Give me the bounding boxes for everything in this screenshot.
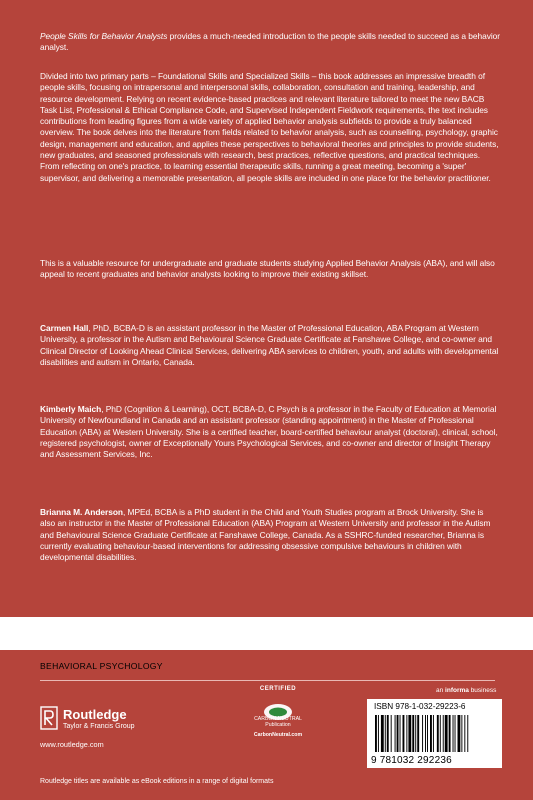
cert-subtitle xyxy=(238,716,318,728)
barcode-digits: 9 781032 292236 xyxy=(371,755,452,766)
informa-suffix: business xyxy=(468,687,497,694)
informa-prefix: an xyxy=(436,687,446,694)
barcode-icon xyxy=(375,715,495,752)
author-bio-3 xyxy=(40,507,500,563)
cert-url: CarbonNeutral.com xyxy=(253,732,303,738)
carbon-neutral-badge xyxy=(238,686,318,766)
overview-paragraph: Divided into two primary parts – Foundational Skills and Specialized Skills – this book addresses an impressive breadth of people skills, focusing on intrapersonal and interpersonal skills, collaboration, consultation and training, leadership, and resource development. Relying on recent evidence-based practices and relevant literature tailored to meet the new BACB Task List, Professional & Ethical Compliance Code, and Supervised Independent Fieldwork requirements, the text includes contributions from leading figures from a wide variety of applied behavior analysis subfields to provide a truly balanced overview. The book delves into the literature from fields related to behavior analysis, such as counselling, psychology, graphic design, management and education, and applies these perspectives to behavioral theories and principles to provide students, new graduates, and seasoned professionals with research, best practices, reflective questions, and practical techniques. From reflecting on one's practice, to learning essential therapeutic skills, running a great meeting, becoming a 'super' supervisor, and delivering a memorable presentation, all people skills are included in one place for the behavior practitioner. xyxy=(40,71,499,183)
author-name: Kimberly Maich xyxy=(40,404,102,414)
intro-paragraph xyxy=(40,31,500,54)
author-bio-2 xyxy=(40,404,500,460)
informa-line xyxy=(436,687,496,694)
publisher-name: Routledge xyxy=(63,707,127,722)
author-name: Carmen Hall xyxy=(40,323,89,333)
audience-paragraph: This is a valuable resource for undergraduate and graduate students studying Applied Behavior Analysis (ABA), and will also appeal to recent graduates and behavior analysts looking to improve their existing skillset. xyxy=(40,258,495,280)
divider xyxy=(40,680,495,681)
publisher-group: Taylor & Francis Group xyxy=(63,723,135,730)
cert-line-2: Publication xyxy=(265,722,291,728)
cert-label: CERTIFIED xyxy=(259,686,297,692)
white-band xyxy=(0,617,533,650)
book-title: People Skills for Behavior Analysts xyxy=(40,31,168,41)
subject-category: BEHAVIORAL PSYCHOLOGY xyxy=(40,661,163,671)
intro-text: provides a much-needed introduction to the people skills needed to succeed as a behavior analyst. xyxy=(40,31,500,53)
informa-brand: informa xyxy=(445,687,469,694)
author-bio-text: , PhD, BCBA-D is an assistant professor in the Master of Professional Education, ABA Program at Western University, a professor in the Autism and Behavioural Science Graduate Certificate at Fanshawe College, and co-owner and Clinical Director of Looking Ahead Clinical Services, delivering ABA services to children, youth, and adults with developmental disabilities and autism in Ontario, Canada. xyxy=(40,323,499,367)
author-bio-text: , PhD (Cognition & Learning), OCT, BCBA-D, C Psych is a professor in the Faculty of Education at Memorial University of Newfoundland in Canada and an assistant professor (standing appointment) in the Master of Professional Education (ABA) at Western University. She is a certified teacher, board-certified behaviour analyst (doctoral), clinical, school, registered psychologist, owner of Exceptionally Yours Psychological Services, and co-owner and director of Insight Therapy and Assessment Services, Inc. xyxy=(40,404,498,460)
cert-line-1: CARBON NEUTRAL xyxy=(254,716,302,722)
isbn-number: ISBN 978-1-032-29223-6 xyxy=(374,702,466,711)
routledge-logo-icon xyxy=(40,706,58,730)
author-bio-1 xyxy=(40,323,500,368)
ebook-note: Routledge titles are available as eBook editions in a range of digital formats xyxy=(40,778,274,785)
author-bio-text: , MPEd, BCBA is a PhD student in the Child and Youth Studies program at Brock University. She is also an instructor in the Master of Professional Education (ABA) Program at Western University and professor in the Autism and Behavioural Science Graduate Certificate at Fanshawe College, Canada. As a SSHRC-funded researcher, Brianna is currently evaluating behaviour-based interventions for addressing obsessive compulsive behaviours in children with developmental disabilities. xyxy=(40,507,491,563)
publisher-website: www.routledge.com xyxy=(40,740,104,749)
barcode-panel xyxy=(367,699,502,768)
author-name: Brianna M. Anderson xyxy=(40,507,123,517)
